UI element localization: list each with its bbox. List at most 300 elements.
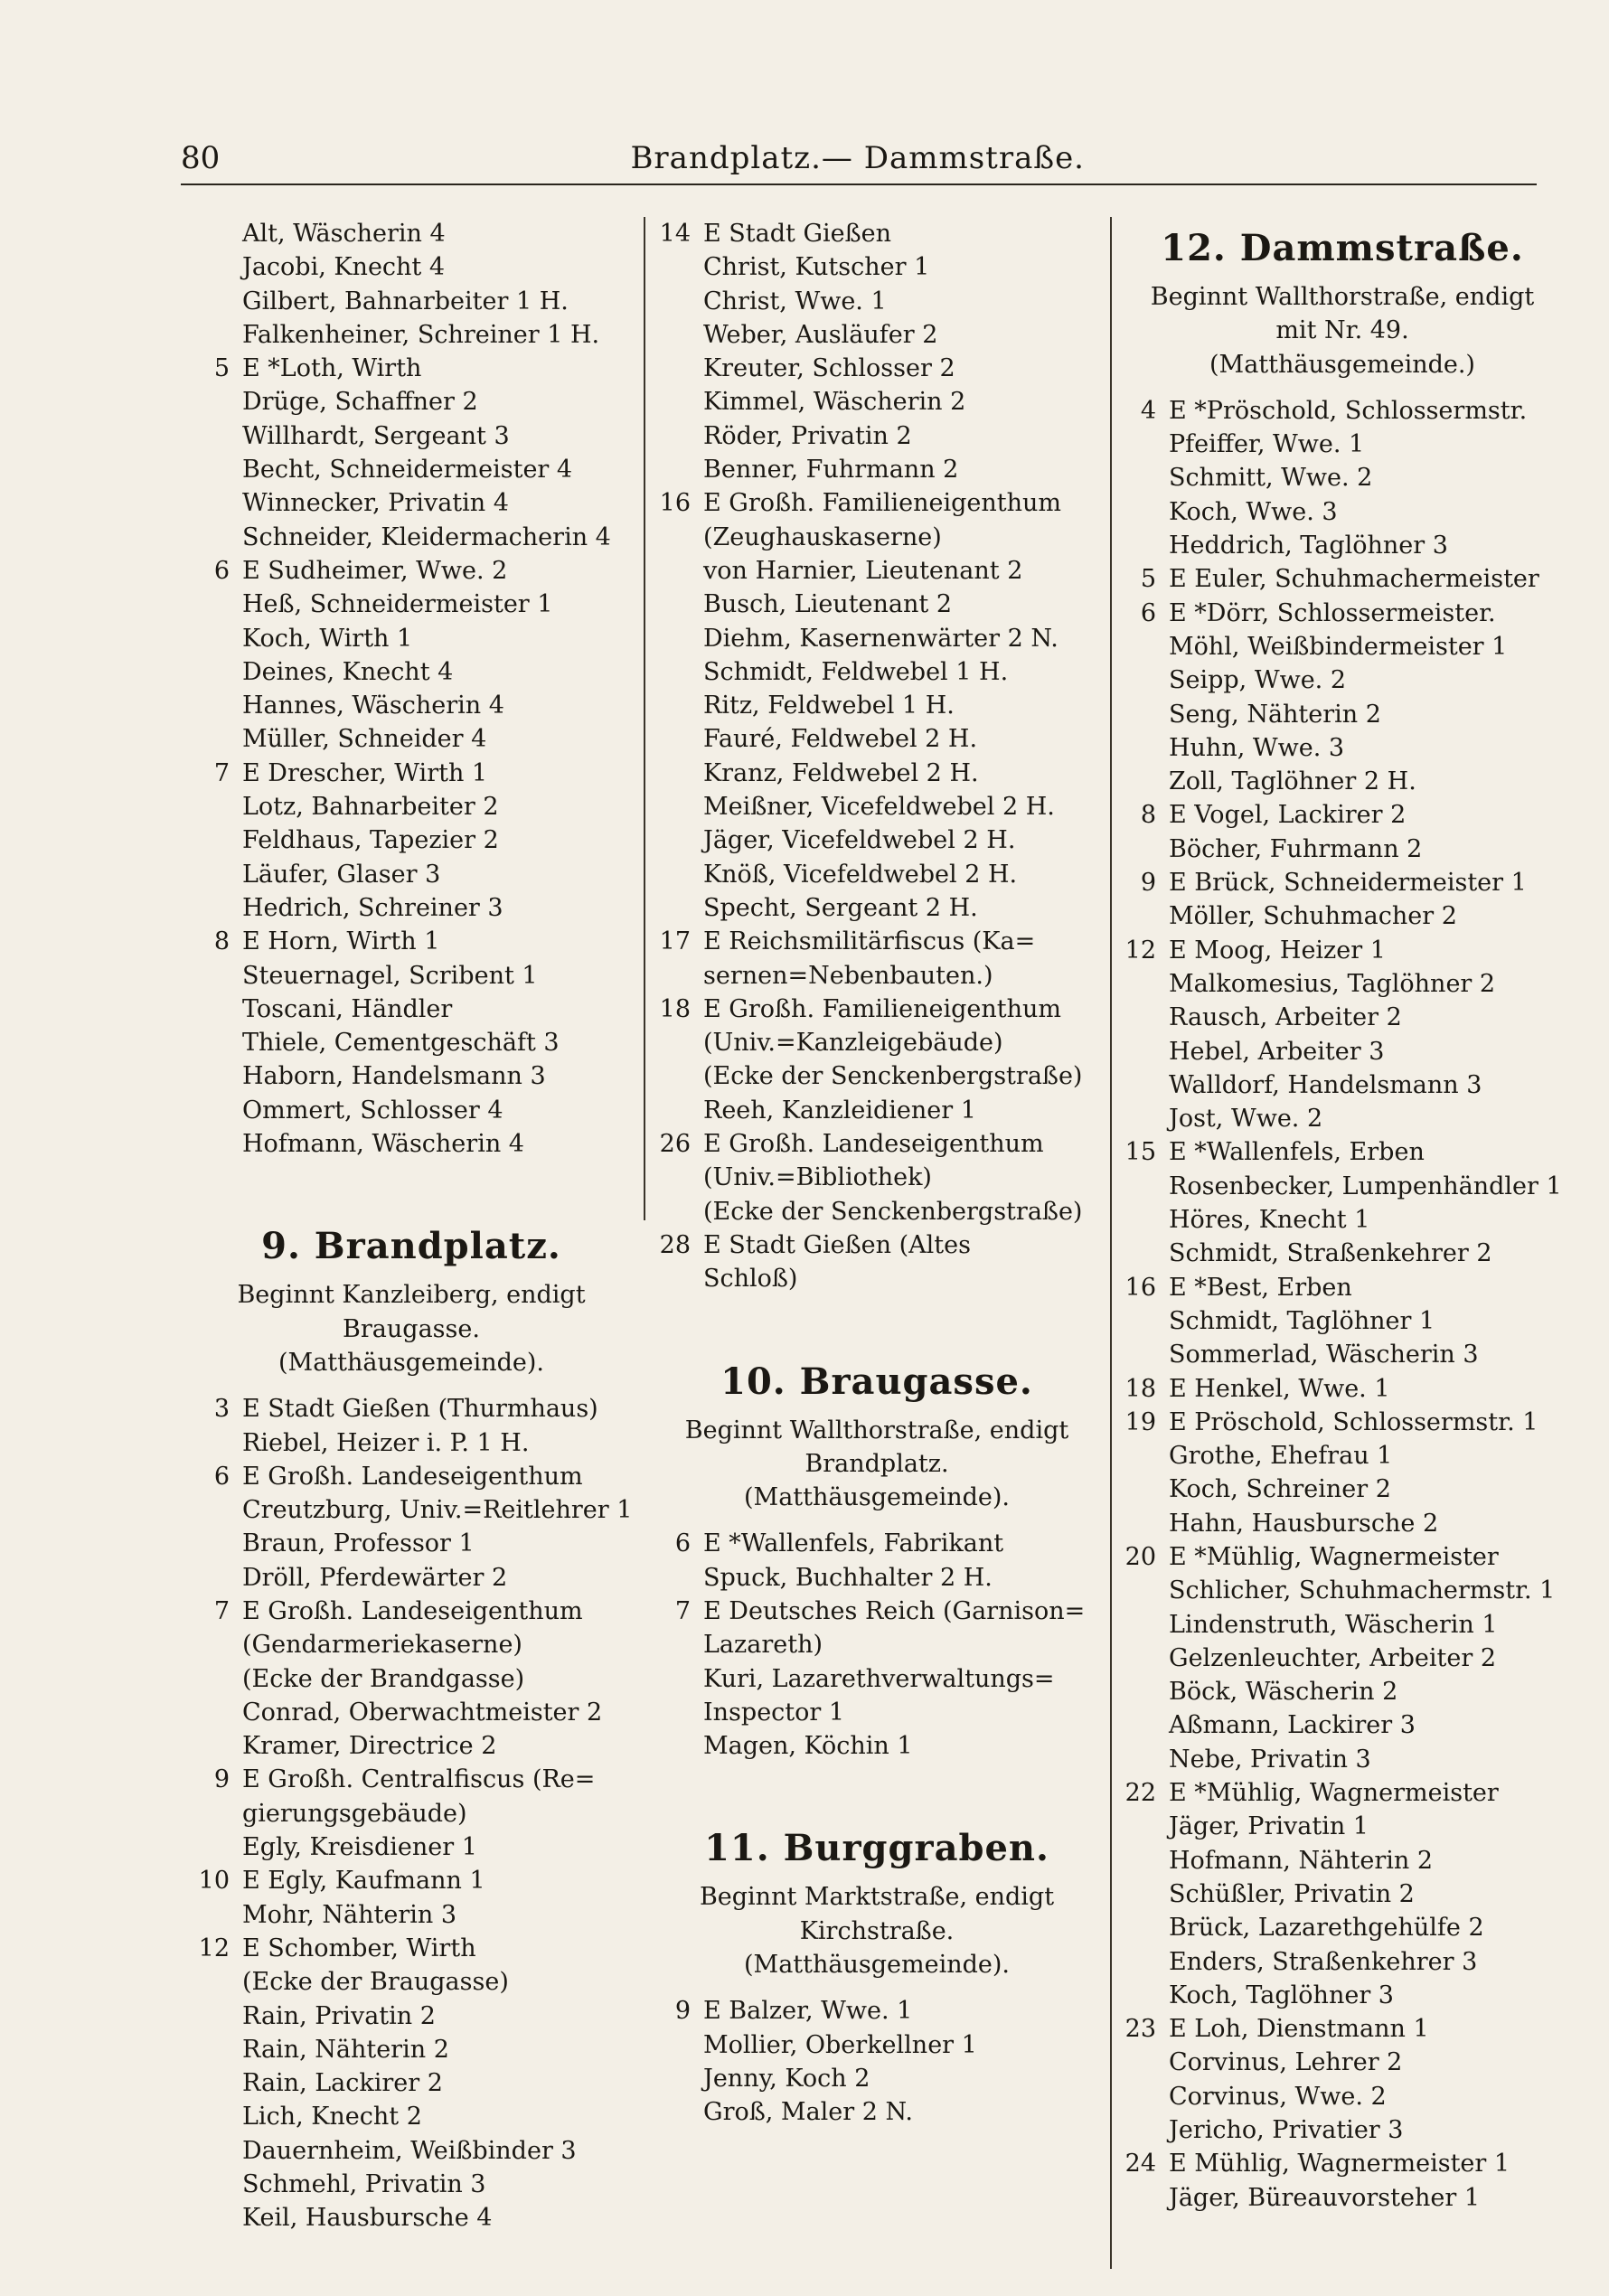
house-number: 14 bbox=[659, 220, 691, 248]
resident-entry: Enders, Straßenkehrer 3 bbox=[1169, 1947, 1478, 1976]
list-item bbox=[651, 2028, 1103, 2062]
list-item bbox=[190, 2100, 633, 2133]
resident-entry: Groß, Maler 2 N. bbox=[703, 2098, 914, 2127]
list-item bbox=[190, 1561, 633, 1595]
house-number: 24 bbox=[1124, 2150, 1156, 2178]
list-item bbox=[190, 1059, 633, 1093]
list-item bbox=[190, 689, 633, 722]
resident-entry: Inspector 1 bbox=[703, 1698, 845, 1727]
resident-entry: Dröll, Pferdewärter 2 bbox=[242, 1563, 508, 1592]
house-number: 16 bbox=[1124, 1273, 1156, 1302]
list-item bbox=[651, 722, 1103, 756]
list-item bbox=[651, 1127, 1103, 1161]
list-item bbox=[1116, 1135, 1568, 1169]
resident-entry: Willhardt, Sergeant 3 bbox=[242, 421, 510, 450]
resident-entry: Feldhaus, Tapezier 2 bbox=[242, 826, 499, 855]
resident-entry: E Moog, Heizer 1 bbox=[1169, 936, 1386, 965]
resident-entry: E *Mühlig, Wagnermeister bbox=[1169, 1542, 1499, 1571]
section-11-burggraben bbox=[651, 1817, 1103, 1981]
resident-entry: Busch, Lieutenant 2 bbox=[703, 590, 953, 619]
list-item bbox=[651, 622, 1103, 655]
resident-entry: E *Dörr, Schlossermeister. bbox=[1169, 598, 1496, 627]
resident-entry: Sommerlad, Wäscherin 3 bbox=[1169, 1341, 1479, 1369]
house-number: 7 bbox=[213, 1596, 230, 1625]
list-item bbox=[651, 285, 1103, 318]
house-number: 3 bbox=[213, 1395, 230, 1424]
resident-entry: Mollier, Oberkellner 1 bbox=[703, 2030, 977, 2059]
resident-entry: (Ecke der Braugasse) bbox=[242, 1968, 509, 1997]
list-item bbox=[190, 554, 633, 588]
list-item bbox=[190, 2168, 633, 2201]
house-number: 8 bbox=[213, 927, 230, 956]
list-item bbox=[1116, 1170, 1568, 1203]
resident-entry: Möhl, Weißbindermeister 1 bbox=[1169, 632, 1508, 661]
house-number: 7 bbox=[674, 1596, 691, 1625]
resident-entry: E Stadt Gießen bbox=[703, 220, 892, 248]
house-number: 12 bbox=[198, 1934, 230, 1962]
house-number: 8 bbox=[1140, 801, 1156, 830]
resident-entry: Benner, Fuhrmann 2 bbox=[703, 456, 959, 485]
resident-entry: E Stadt Gießen (Altes bbox=[703, 1230, 971, 1259]
resident-entry: Corvinus, Lehrer 2 bbox=[1169, 2048, 1403, 2077]
list-item bbox=[651, 2062, 1103, 2095]
list-item bbox=[190, 2201, 633, 2235]
list-item bbox=[190, 2000, 633, 2033]
resident-entry: (Ecke der Brandgasse) bbox=[242, 1664, 525, 1693]
list-item bbox=[1116, 765, 1568, 798]
list-item bbox=[651, 823, 1103, 857]
list-item bbox=[651, 1696, 1103, 1729]
entries-brandplatz-continued bbox=[190, 217, 633, 1161]
resident-entry: E *Pröschold, Schlossermstr. bbox=[1169, 396, 1528, 425]
resident-entry: sernen=Nebenbauten.) bbox=[703, 961, 993, 990]
section-description: Beginnt Marktstraße, endigt bbox=[699, 1883, 1055, 1912]
resident-entry: Schmidt, Straßenkehrer 2 bbox=[1169, 1239, 1492, 1268]
house-number: 7 bbox=[213, 758, 230, 787]
list-item bbox=[651, 2095, 1103, 2129]
resident-entry: E *Best, Erben bbox=[1169, 1273, 1352, 1302]
resident-entry: Egly, Kreisdiener 1 bbox=[242, 1833, 477, 1862]
list-item bbox=[651, 1262, 1103, 1295]
resident-entry: Ritz, Feldwebel 1 H. bbox=[703, 692, 955, 720]
list-item bbox=[190, 1392, 633, 1426]
list-item bbox=[1116, 1708, 1568, 1742]
list-item bbox=[651, 352, 1103, 385]
resident-entry: Schmidt, Taglöhner 1 bbox=[1169, 1306, 1435, 1335]
list-item bbox=[190, 1797, 633, 1830]
list-item bbox=[1116, 1911, 1568, 1944]
resident-entry: Hofmann, Nähterin 2 bbox=[1169, 1846, 1434, 1875]
resident-entry: Grothe, Ehefrau 1 bbox=[1169, 1442, 1393, 1471]
resident-entry: Seng, Nähterin 2 bbox=[1169, 700, 1381, 729]
section-description: Beginnt Wallthorstraße, endigt bbox=[1150, 283, 1535, 311]
resident-entry: Diehm, Kasernenwärter 2 N. bbox=[703, 624, 1059, 653]
resident-entry: E Mühlig, Wagnermeister 1 bbox=[1169, 2150, 1510, 2178]
list-item bbox=[190, 1426, 633, 1460]
list-item bbox=[190, 1127, 633, 1161]
resident-entry: E Brück, Schneidermeister 1 bbox=[1169, 869, 1527, 898]
list-item bbox=[190, 1094, 633, 1127]
resident-entry: Toscani, Händler bbox=[242, 994, 453, 1023]
column-divider-right bbox=[1110, 217, 1112, 2269]
resident-entry: Lich, Knecht 2 bbox=[242, 2103, 422, 2131]
section-description: Beginnt Kanzleiberg, endigt bbox=[237, 1281, 586, 1310]
column-right bbox=[1116, 217, 1568, 2269]
resident-entry: Jäger, Büreauvorsteher 1 bbox=[1169, 2183, 1481, 2212]
list-item bbox=[1116, 394, 1568, 428]
resident-entry: Aßmann, Lackirer 3 bbox=[1169, 1711, 1416, 1740]
list-item bbox=[1116, 698, 1568, 731]
house-number: 20 bbox=[1124, 1542, 1156, 1571]
resident-entry: Brück, Lazarethgehülfe 2 bbox=[1169, 1914, 1484, 1943]
house-number: 18 bbox=[1124, 1374, 1156, 1403]
resident-entry: von Harnier, Lieutenant 2 bbox=[703, 556, 1023, 585]
list-item bbox=[190, 757, 633, 790]
section-title: 9. Brandplatz. bbox=[261, 1225, 561, 1268]
resident-entry: Hannes, Wäscherin 4 bbox=[242, 692, 504, 720]
resident-entry: Malkomesius, Taglöhner 2 bbox=[1169, 969, 1496, 998]
list-item bbox=[651, 689, 1103, 722]
resident-entry: E Pröschold, Schlossermstr. 1 bbox=[1169, 1407, 1538, 1436]
list-item bbox=[1116, 562, 1568, 596]
section-title: 11. Burggraben. bbox=[704, 1827, 1049, 1870]
list-item bbox=[1116, 1776, 1568, 1810]
resident-entry: E *Wallenfels, Erben bbox=[1169, 1138, 1425, 1167]
resident-entry: Knöß, Vicefeldwebel 2 H. bbox=[703, 860, 1018, 889]
resident-entry: E Horn, Wirth 1 bbox=[242, 927, 440, 956]
resident-entry: E Deutsches Reich (Garnison= bbox=[703, 1596, 1086, 1625]
page-header bbox=[181, 131, 1085, 185]
resident-entry: (Univ.=Kanzleigebäude) bbox=[703, 1029, 1003, 1058]
list-item bbox=[1116, 597, 1568, 630]
list-item bbox=[1116, 866, 1568, 899]
list-item bbox=[1116, 1979, 1568, 2012]
section-12-dammstrasse bbox=[1116, 217, 1568, 381]
section-description: Kirchstraße. bbox=[799, 1916, 955, 1945]
list-item bbox=[651, 1628, 1103, 1661]
list-item bbox=[651, 486, 1103, 520]
running-title: Brandplatz.— Dammstraße. bbox=[630, 140, 1085, 176]
resident-entry: E Großh. Familieneigenthum bbox=[703, 994, 1061, 1023]
resident-entry: Rausch, Arbeiter 2 bbox=[1169, 1003, 1402, 1032]
section-title: 10. Braugasse. bbox=[720, 1360, 1033, 1403]
list-item bbox=[190, 622, 633, 655]
list-item bbox=[190, 1864, 633, 1897]
resident-entry: Seipp, Wwe. 2 bbox=[1169, 666, 1347, 695]
resident-entry: (Zeughauskaserne) bbox=[703, 522, 942, 551]
resident-entry: Koch, Wwe. 3 bbox=[1169, 497, 1338, 526]
list-item bbox=[651, 1228, 1103, 1262]
resident-entry: Falkenheiner, Schreiner 1 H. bbox=[242, 320, 600, 349]
resident-entry: Nebe, Privatin 3 bbox=[1169, 1745, 1371, 1774]
resident-entry: Rain, Lackirer 2 bbox=[242, 2069, 443, 2098]
resident-entry: E Schomber, Wirth bbox=[242, 1934, 476, 1962]
resident-entry: Böcher, Fuhrmann 2 bbox=[1169, 834, 1423, 863]
resident-entry: Meißner, Vicefeldwebel 2 H. bbox=[703, 793, 1055, 822]
list-item bbox=[1116, 2046, 1568, 2079]
resident-entry: Braun, Professor 1 bbox=[242, 1529, 475, 1558]
resident-entry: Gilbert, Bahnarbeiter 1 H. bbox=[242, 287, 569, 315]
list-item bbox=[1116, 1608, 1568, 1642]
resident-entry: Schüßler, Privatin 2 bbox=[1169, 1879, 1415, 1908]
resident-entry: Mohr, Nähterin 3 bbox=[242, 1900, 457, 1929]
list-item bbox=[651, 1662, 1103, 1696]
house-number: 5 bbox=[213, 354, 230, 383]
house-number: 9 bbox=[1140, 869, 1156, 898]
resident-entry: Höres, Knecht 1 bbox=[1169, 1206, 1370, 1235]
list-item bbox=[651, 1527, 1103, 1560]
section-parish: (Matthäusgemeinde). bbox=[744, 1483, 1010, 1512]
column-left bbox=[190, 217, 633, 2269]
entries-burggraben bbox=[651, 1994, 1103, 2129]
house-number: 19 bbox=[1124, 1407, 1156, 1436]
page-number: 80 bbox=[181, 140, 221, 176]
house-number: 6 bbox=[213, 556, 230, 585]
resident-entry: E Großh. Landeseigenthum bbox=[242, 1462, 583, 1491]
list-item bbox=[190, 318, 633, 352]
resident-entry: Röder, Privatin 2 bbox=[703, 421, 912, 450]
house-number: 6 bbox=[1140, 598, 1156, 627]
entries-braugasse-continued bbox=[651, 217, 1103, 1296]
resident-entry: E Vogel, Lackirer 2 bbox=[1169, 801, 1407, 830]
resident-entry: Jacobi, Knecht 4 bbox=[242, 253, 446, 282]
list-item bbox=[190, 588, 633, 621]
resident-entry: Heddrich, Taglöhner 3 bbox=[1169, 532, 1448, 560]
resident-entry: E Großh. Familieneigenthum bbox=[703, 489, 1061, 518]
list-item bbox=[651, 1026, 1103, 1059]
list-item bbox=[190, 1662, 633, 1696]
list-item bbox=[1116, 1271, 1568, 1304]
resident-entry: Jenny, Koch 2 bbox=[703, 2064, 870, 2093]
list-item bbox=[651, 1561, 1103, 1595]
resident-entry: E *Mühlig, Wagnermeister bbox=[1169, 1779, 1499, 1808]
resident-entry: Steuernagel, Scribent 1 bbox=[242, 961, 538, 990]
resident-entry: Jost, Wwe. 2 bbox=[1169, 1105, 1323, 1134]
list-item bbox=[190, 521, 633, 554]
list-item bbox=[1116, 1001, 1568, 1034]
list-item bbox=[1116, 1574, 1568, 1607]
resident-entry: Läufer, Glaser 3 bbox=[242, 860, 441, 889]
list-item bbox=[651, 925, 1103, 958]
list-item bbox=[190, 1898, 633, 1932]
section-parish: (Matthäusgemeinde.) bbox=[1209, 350, 1475, 379]
resident-entry: Heß, Schneidermeister 1 bbox=[242, 590, 553, 619]
resident-entry: Becht, Schneidermeister 4 bbox=[242, 456, 573, 485]
resident-entry: Riebel, Heizer i. P. 1 H. bbox=[242, 1428, 530, 1457]
resident-entry: Dauernheim, Weißbinder 3 bbox=[242, 2136, 577, 2165]
list-item bbox=[1116, 1406, 1568, 1439]
list-item bbox=[1116, 1338, 1568, 1371]
resident-entry: Deines, Knecht 4 bbox=[242, 657, 454, 686]
house-number: 23 bbox=[1124, 2015, 1156, 2044]
resident-entry: Alt, Wäscherin 4 bbox=[242, 220, 446, 248]
resident-entry: E Sudheimer, Wwe. 2 bbox=[242, 556, 508, 585]
resident-entry: Schlicher, Schuhmachermstr. 1 bbox=[1169, 1576, 1556, 1605]
resident-entry: Koch, Wirth 1 bbox=[242, 624, 413, 653]
resident-entry: Hahn, Hausbursche 2 bbox=[1169, 1509, 1439, 1538]
list-item bbox=[190, 453, 633, 486]
list-item bbox=[1116, 1540, 1568, 1574]
list-item bbox=[1116, 495, 1568, 529]
resident-entry: (Univ.=Bibliothek) bbox=[703, 1163, 932, 1192]
resident-entry: E Balzer, Wwe. 1 bbox=[703, 1997, 913, 2026]
section-description: Beginnt Wallthorstraße, endigt bbox=[684, 1416, 1069, 1444]
list-item bbox=[1116, 2147, 1568, 2180]
resident-entry: E Drescher, Wirth 1 bbox=[242, 758, 488, 787]
section-parish: (Matthäusgemeinde). bbox=[278, 1348, 544, 1377]
list-item bbox=[1116, 1945, 1568, 1979]
list-item bbox=[190, 1628, 633, 1661]
resident-entry: gierungsgebäude) bbox=[242, 1799, 467, 1828]
resident-entry: Winnecker, Privatin 4 bbox=[242, 489, 509, 518]
list-item bbox=[651, 993, 1103, 1026]
list-item bbox=[190, 655, 633, 689]
list-item bbox=[1116, 2181, 1568, 2215]
column-divider-left bbox=[644, 217, 645, 1220]
list-item bbox=[651, 385, 1103, 419]
resident-entry: Fauré, Feldwebel 2 H. bbox=[703, 725, 978, 754]
resident-entry: Conrad, Oberwachtmeister 2 bbox=[242, 1698, 603, 1727]
list-item bbox=[1116, 1473, 1568, 1506]
list-item bbox=[1116, 1068, 1568, 1102]
list-item bbox=[1116, 2113, 1568, 2147]
list-item bbox=[651, 453, 1103, 486]
resident-entry: Christ, Wwe. 1 bbox=[703, 287, 887, 315]
resident-entry: Haborn, Handelsmann 3 bbox=[242, 1062, 546, 1091]
list-item bbox=[1116, 1439, 1568, 1473]
list-item bbox=[1116, 2080, 1568, 2113]
column-middle bbox=[651, 217, 1103, 2269]
list-item bbox=[1116, 1743, 1568, 1776]
resident-entry: (Ecke der Senckenbergstraße) bbox=[703, 1197, 1083, 1226]
resident-entry: Keil, Hausbursche 4 bbox=[242, 2204, 493, 2233]
list-item bbox=[651, 757, 1103, 790]
list-item bbox=[190, 1493, 633, 1527]
resident-entry: Schmitt, Wwe. 2 bbox=[1169, 464, 1373, 493]
resident-entry: Rain, Nähterin 2 bbox=[242, 2035, 449, 2064]
list-item bbox=[1116, 731, 1568, 765]
resident-entry: Kimmel, Wäscherin 2 bbox=[703, 388, 966, 417]
list-item bbox=[1116, 1372, 1568, 1406]
list-item bbox=[651, 1595, 1103, 1628]
list-item bbox=[190, 2066, 633, 2100]
resident-entry: Pfeiffer, Wwe. 1 bbox=[1169, 430, 1365, 459]
resident-entry: E Großh. Landeseigenthum bbox=[703, 1130, 1044, 1159]
list-item bbox=[190, 285, 633, 318]
list-item bbox=[1116, 2012, 1568, 2046]
list-item bbox=[1116, 934, 1568, 967]
list-item bbox=[190, 891, 633, 925]
list-item bbox=[651, 790, 1103, 823]
list-item bbox=[190, 1932, 633, 1965]
house-number: 6 bbox=[674, 1529, 691, 1558]
list-item bbox=[190, 993, 633, 1026]
section-parish: (Matthäusgemeinde). bbox=[744, 1951, 1010, 1980]
section-description: Brandplatz. bbox=[804, 1449, 949, 1478]
resident-entry: Rosenbecker, Lumpenhändler 1 bbox=[1169, 1172, 1562, 1200]
resident-entry: Specht, Sergeant 2 H. bbox=[703, 893, 978, 922]
resident-entry: Christ, Kutscher 1 bbox=[703, 253, 930, 282]
resident-entry: E *Loth, Wirth bbox=[242, 354, 422, 383]
house-number: 10 bbox=[198, 1867, 230, 1896]
list-item bbox=[1116, 1675, 1568, 1708]
list-item bbox=[651, 959, 1103, 993]
resident-entry: Hofmann, Wäscherin 4 bbox=[242, 1130, 524, 1159]
list-item bbox=[1116, 461, 1568, 494]
list-item bbox=[190, 823, 633, 857]
resident-entry: E Reichsmilitärfiscus (Ka= bbox=[703, 927, 1036, 956]
list-item bbox=[190, 352, 633, 385]
resident-entry: E Großh. Landeseigenthum bbox=[242, 1596, 583, 1625]
list-item bbox=[1116, 1203, 1568, 1237]
resident-entry: Ommert, Schlosser 4 bbox=[242, 1096, 503, 1124]
list-item bbox=[1116, 1844, 1568, 1877]
list-item bbox=[651, 318, 1103, 352]
header-rule bbox=[181, 183, 1537, 185]
resident-entry: Schmehl, Privatin 3 bbox=[242, 2170, 486, 2199]
resident-entry: Drüge, Schaffner 2 bbox=[242, 388, 478, 417]
section-9-brandplatz bbox=[190, 1215, 633, 1379]
list-item bbox=[1116, 1507, 1568, 1540]
list-item bbox=[651, 1094, 1103, 1127]
resident-entry: Kreuter, Schlosser 2 bbox=[703, 354, 955, 383]
resident-entry: Huhn, Wwe. 3 bbox=[1169, 733, 1345, 762]
resident-entry: Lindenstruth, Wäscherin 1 bbox=[1169, 1610, 1498, 1639]
list-item bbox=[651, 655, 1103, 689]
list-item bbox=[190, 1763, 633, 1796]
house-number: 4 bbox=[1140, 396, 1156, 425]
list-item bbox=[190, 790, 633, 823]
list-item bbox=[651, 419, 1103, 453]
resident-entry: (Gendarmeriekaserne) bbox=[242, 1631, 522, 1660]
resident-entry: Corvinus, Wwe. 2 bbox=[1169, 2082, 1387, 2111]
list-item bbox=[1116, 1035, 1568, 1068]
entries-braugasse bbox=[651, 1527, 1103, 1763]
list-item bbox=[190, 722, 633, 756]
resident-entry: Böck, Wäscherin 2 bbox=[1169, 1678, 1398, 1707]
list-item bbox=[651, 588, 1103, 621]
resident-entry: Möller, Schuhmacher 2 bbox=[1169, 902, 1457, 931]
list-item bbox=[190, 2033, 633, 2066]
resident-entry: Hebel, Arbeiter 3 bbox=[1169, 1037, 1385, 1066]
list-item bbox=[190, 1965, 633, 1999]
resident-entry: Hedrich, Schreiner 3 bbox=[242, 893, 503, 922]
list-item bbox=[1116, 1102, 1568, 1135]
resident-entry: Jericho, Privatier 3 bbox=[1169, 2116, 1404, 2145]
list-item bbox=[1116, 967, 1568, 1001]
resident-entry: E Stadt Gießen (Thurmhaus) bbox=[242, 1395, 598, 1424]
house-number: 22 bbox=[1124, 1779, 1156, 1808]
resident-entry: Kuri, Lazarethverwaltungs= bbox=[703, 1664, 1055, 1693]
resident-entry: E Loh, Dienstmann 1 bbox=[1169, 2015, 1429, 2044]
section-title: 12. Dammstraße. bbox=[1161, 227, 1524, 269]
resident-entry: Reeh, Kanzleidiener 1 bbox=[703, 1096, 976, 1124]
resident-entry: E Euler, Schuhmachermeister bbox=[1169, 565, 1539, 594]
house-number: 26 bbox=[659, 1130, 691, 1159]
house-number: 18 bbox=[659, 994, 691, 1023]
list-item bbox=[190, 1527, 633, 1560]
entries-brandplatz bbox=[190, 1392, 633, 2235]
resident-entry: Jäger, Privatin 1 bbox=[1169, 1812, 1369, 1841]
section-description: mit Nr. 49. bbox=[1275, 316, 1409, 345]
list-item bbox=[190, 925, 633, 958]
list-item bbox=[1116, 1810, 1568, 1843]
resident-entry: Lotz, Bahnarbeiter 2 bbox=[242, 793, 499, 822]
resident-entry: E Egly, Kaufmann 1 bbox=[242, 1867, 485, 1896]
section-description: Braugasse. bbox=[343, 1314, 480, 1343]
house-number: 9 bbox=[674, 1997, 691, 2026]
resident-entry: Thiele, Cementgeschäft 3 bbox=[242, 1029, 560, 1058]
